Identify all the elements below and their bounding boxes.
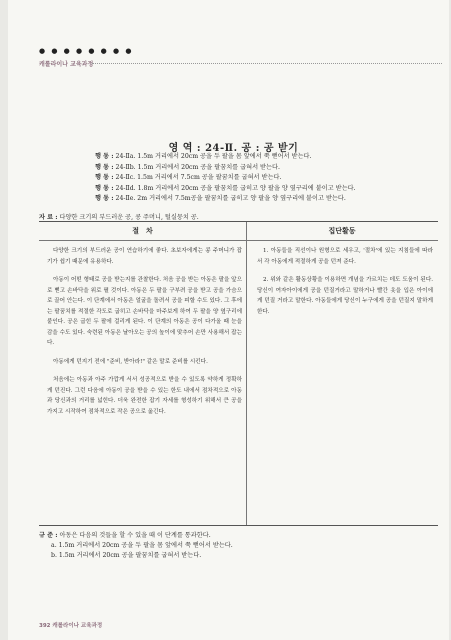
procedure-column [47,246,242,421]
criteria-label: 규 준 : [39,532,58,539]
group-activity-paragraph: 2. 위와 같은 활동상황을 이용하면 개념을 가르치는 데도 도움이 된다. 당신이 여자아이에게 공을 던질거라고 말하거나 빨간 옷을 입은 아이에게 던질 거라고 말한다. 아동들에게 당신이 누구에게 공을 던질지 말하게 한다. [257,277,433,315]
procedure-paragraph: 다양한 크기의 부드러운 공이 연습하기에 좋다. 초보자에게는 콩 주머니가 잡기가 쉽기 때문에 유용하다. [47,248,242,265]
criteria-item: b. 1.5m 거리에서 20cm 공을 팔꿈치를 굽혀서 받는다. [51,552,202,559]
procedure-table [39,221,438,526]
behavior-item: 행 동 : 24-Ⅱb. 1.5m 거리에서 20cm 공을 팔꿈치를 굽혀서 받는다. [95,163,280,171]
behavior-item: 행 동 : 24-Ⅱd. 1.8m 거리에서 20cm 공을 팔꿈치를 굽히고 양 팔을 양 옆구리에 붙이고 받는다. [95,184,356,192]
materials-label: 자 료 : [39,214,58,221]
materials-text: 다양한 크기의 부드러운 공, 콩 주머니, 털실뭉치 공. [59,214,199,221]
page-title: 영 역 : 24-Ⅱ. 공 : 공 받기 [168,143,299,154]
behavior-list [95,152,435,205]
behavior-item: 행 동 : 24-Ⅱe. 2m 거리에서 7.5m공을 팔꿈치를 굽히고 양 팔을 양 옆구리에 붙이고 받는다. [95,195,346,202]
criteria-text: 아동은 다음의 것들을 할 수 있을 때 이 단계를 통과한다. [59,532,211,539]
criteria-item: a. 1.5m 거리에서 20cm 공을 두 팔을 몸 앞에서 쭉 뻗어서 받는다. [51,542,233,549]
criteria-header [39,531,439,541]
procedure-paragraph: 처음에는 아동과 아주 가깝게 서서 성공적으로 받을 수 있도록 약하게 정확하게 던진다. 그런 다음에 아동이 공을 받을 수 있는 한도 내에서 점차적으로 아동과 당신과의 거리를 넓힌다. 더욱 완전한 잡기 자세를 형성하기 위해서 큰 공을 가지고 시작하여 점차적으로 작은 공으로 옮긴다. [47,377,242,415]
procedure-paragraph: 아동에게 던지기 전에 "준비, 받아라!" 같은 말로 준비를 시킨다. [53,358,208,365]
procedure-column-header: 절 차 [39,222,246,241]
column-divider [246,222,247,525]
page-sheet [8,0,449,640]
criteria-section [39,531,439,561]
behavior-item: 행 동 : 24-Ⅱc. 1.5m 거리에서 7.5cm 공을 팔꿈치를 굽혀서 받는다. [95,174,282,181]
header-dots: ● ● ● ● ● ● ● ● [39,47,134,55]
header-divider [92,63,442,64]
materials-line [39,212,199,221]
page-footer: 392 캐롤라이나 교육과정 [39,623,103,629]
group-activity-column [257,246,433,325]
procedure-paragraph: 아동이 어떤 형태로 공을 받는지를 관찰한다. 처음 공을 받는 아동은 팔을 앞으로 뻗고 손바닥을 위로 펼 것이다. 아동은 두 팔을 구부려 공을 받고 공을 가슴으로 끌어 안는다. 이 단계에서 아동은 얼굴을 돌려서 공을 피할 수도 있다. 그 후에는 팔꿈치를 적절한 각도로 굽히고 손바닥을 마주보게 하여 두 팔을 양 옆구리에 붙인다. 공은 굽힌 두 팔에 걸리게 된다. 이 단계의 아동은 공이 다가올 때 눈을 감을 수도 있다. 숙련된 아동은 날아오는 공의 높이에 맞추어 손만 사용해서 잡는다. [47,277,242,346]
group-activity-paragraph: 1. 아동들을 직선이나 원형으로 세우고, '절차'에 있는 지침들에 따라서 각 아동에게 적절하게 공을 던져 준다. [257,248,433,265]
group-activity-column-header: 집단활동 [246,222,438,241]
series-title: 캐롤라이나 교육과정 [39,61,94,68]
behavior-item: 행 동 : 24-Ⅱa. 1.5m 거리에서 20cm 공을 두 팔을 몸 앞에서 쭉 뻗어서 받는다. [95,153,312,160]
